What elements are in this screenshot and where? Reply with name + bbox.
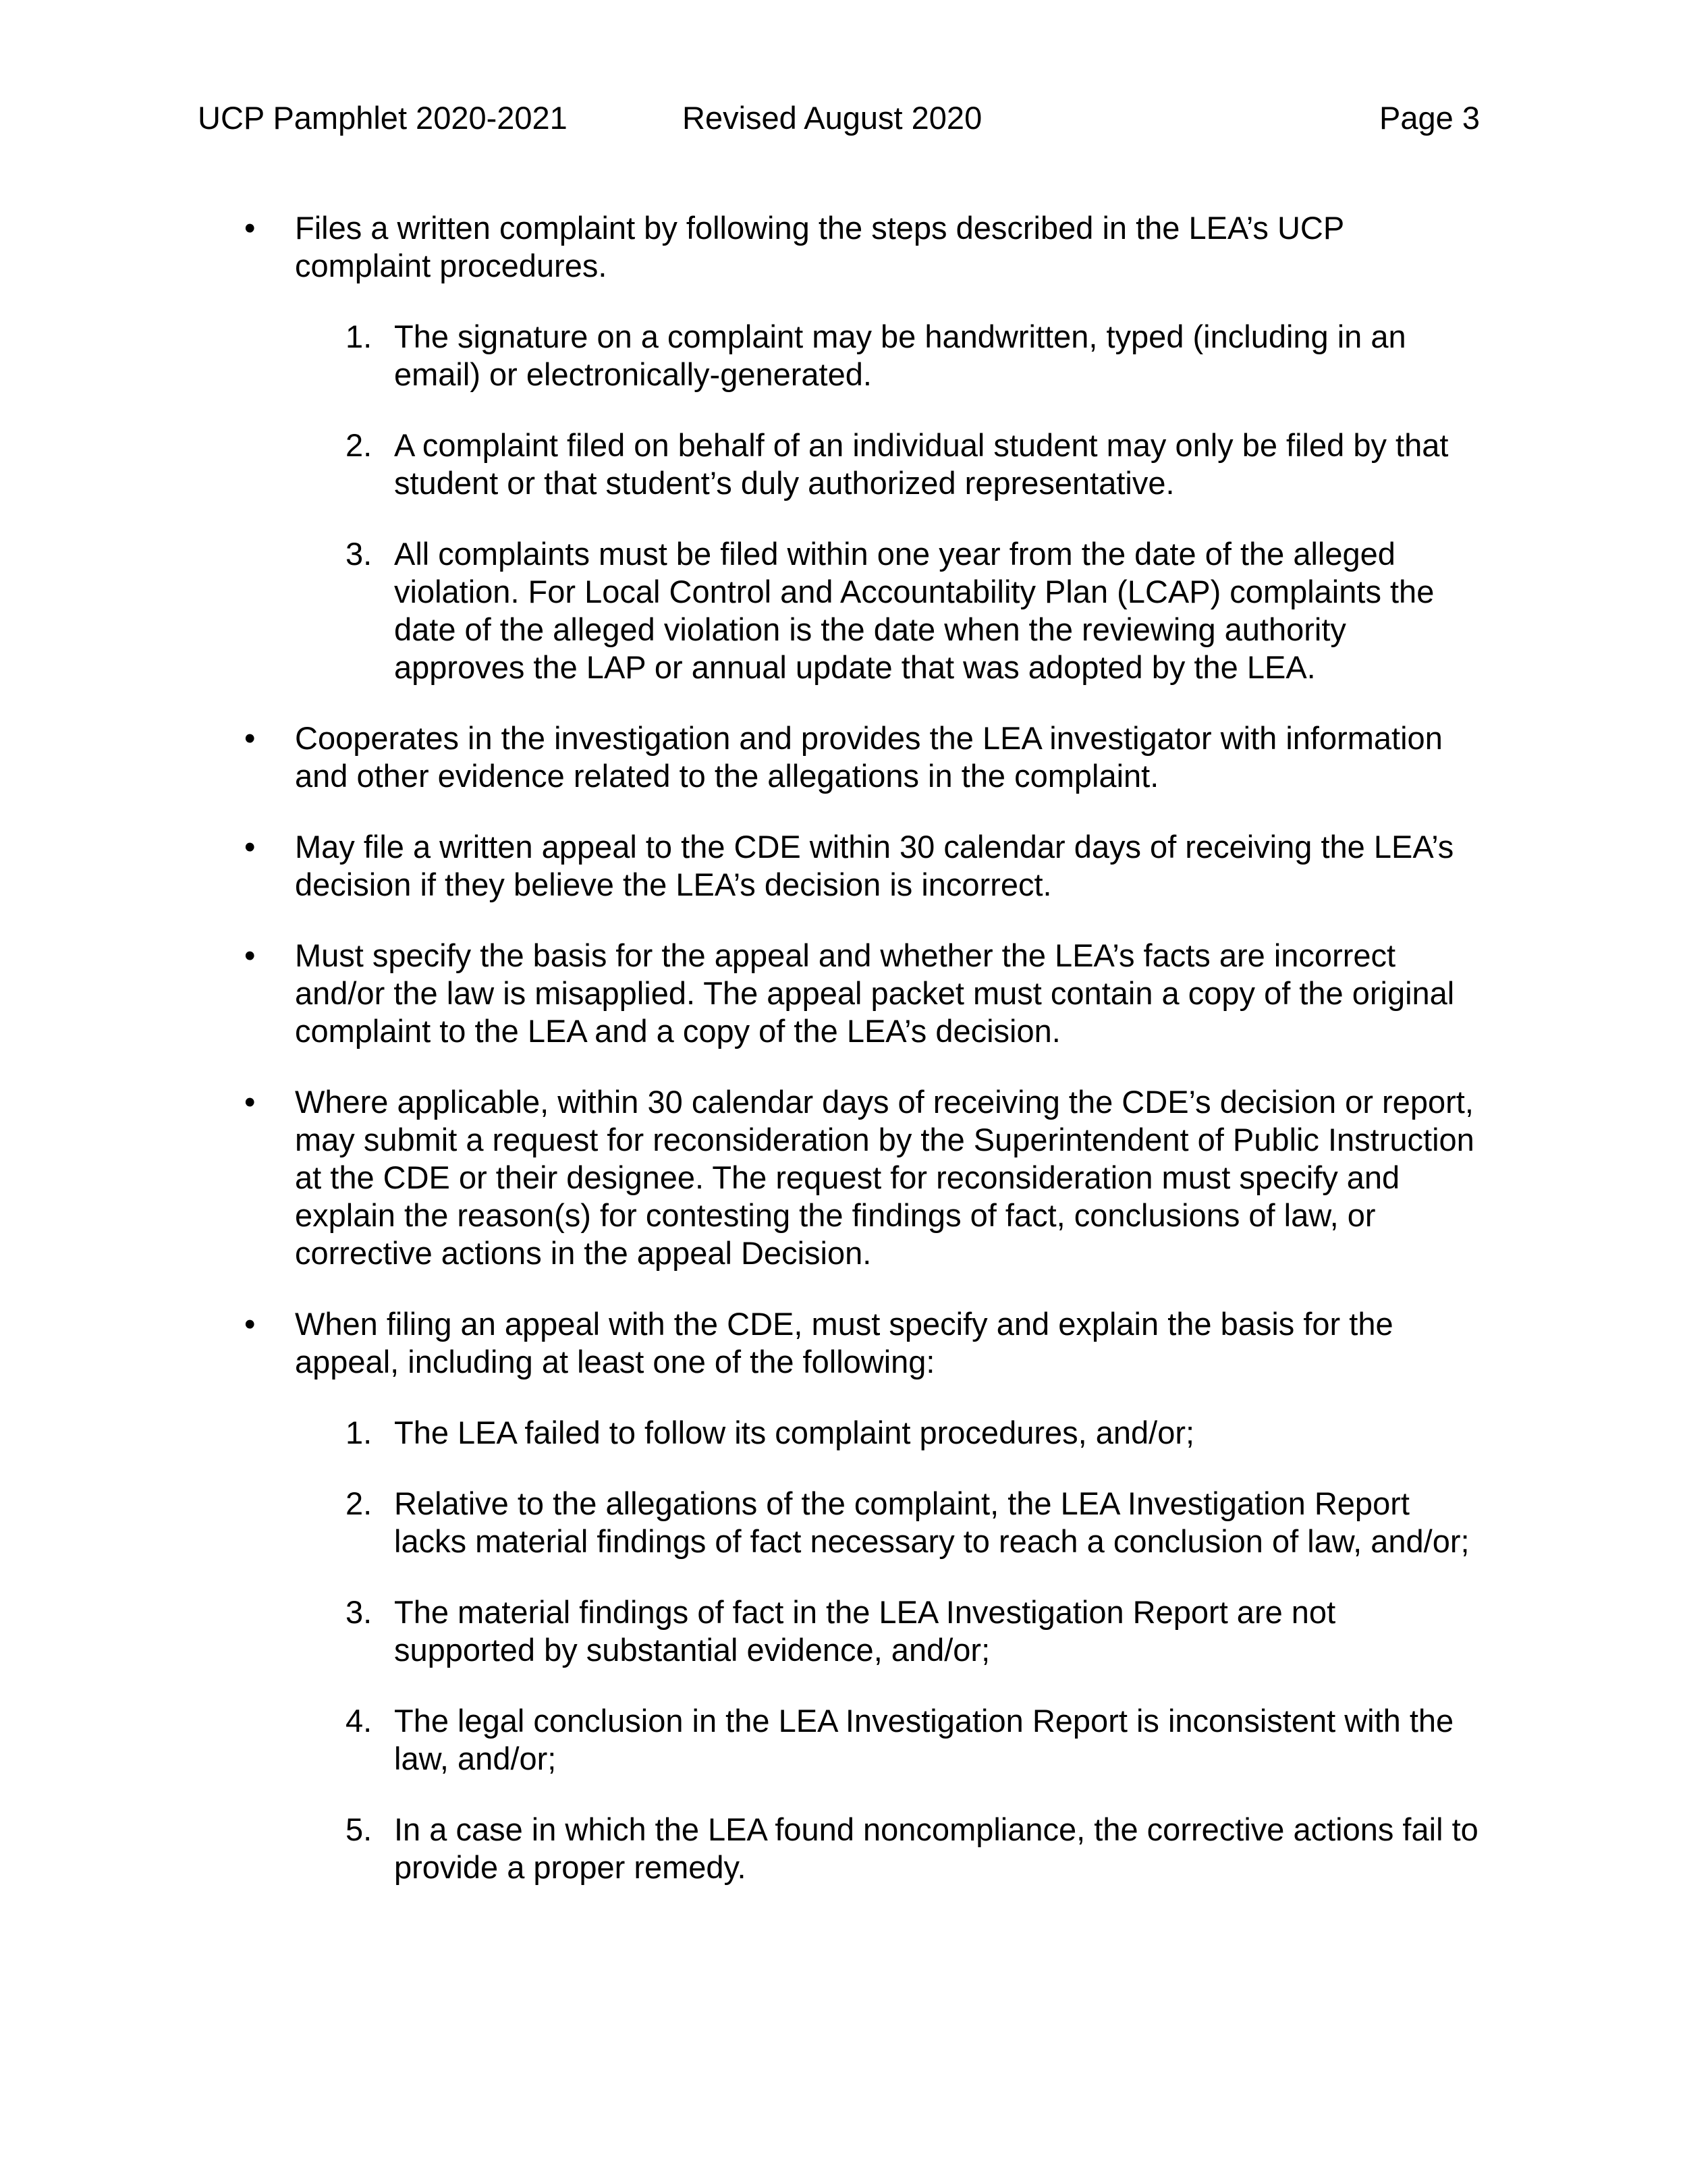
numbered-list	[295, 318, 1479, 686]
item-text: The signature on a complaint may be handwritten, typed (including in an email) or electronically-generated.	[394, 319, 1406, 392]
numbered-item	[295, 427, 1479, 502]
numbered-item	[295, 535, 1479, 686]
revision-date: Revised August 2020	[682, 100, 983, 136]
item-text: Relative to the allegations of the complaint, the LEA Investigation Report lacks material findings of fact necessary to reach a conclusion of law, and/or;	[394, 1485, 1470, 1559]
bullet-text: When filing an appeal with the CDE, must specify and explain the basis for the appeal, including at least one of the following:	[295, 1306, 1393, 1380]
bullet-item	[244, 937, 1479, 1050]
item-number: 5.	[345, 1811, 372, 1847]
bullet-text: Where applicable, within 30 calendar days of receiving the CDE’s decision or report, may submit a request for reconsideration by the Superintendent of Public Instruction at the CDE or their designee. The request for reconsideration must specify and explain the reason(s) for contesting the findings of fact, conclusions of law, or corrective actions in the appeal Decision.	[295, 1084, 1474, 1271]
item-number: 3.	[345, 536, 372, 572]
item-text: All complaints must be filed within one year from the date of the alleged violation. For Local Control and Accountability Plan (LCAP) complaints the date of the alleged violation is the date when the reviewing authority approves the LAP or annual update that was adopted by the LEA.	[394, 536, 1435, 685]
item-text: A complaint filed on behalf of an individual student may only be filed by that student or that student’s duly authorized representative.	[394, 427, 1449, 501]
bullet-marker: •	[244, 937, 256, 973]
bullet-item	[244, 1305, 1479, 1886]
bullet-item	[244, 209, 1479, 686]
item-number: 2.	[345, 1485, 372, 1521]
item-number: 2.	[345, 427, 372, 463]
numbered-item	[295, 1485, 1479, 1560]
bullet-item	[244, 719, 1479, 795]
bullet-marker: •	[244, 720, 256, 756]
item-number: 1.	[345, 1415, 372, 1450]
item-text: The legal conclusion in the LEA Investigation Report is inconsistent with the law, and/or;	[394, 1703, 1454, 1776]
bullet-text: Must specify the basis for the appeal and whether the LEA’s facts are incorrect and/or the law is misapplied. The appeal packet must contain a copy of the original complaint to the LEA and a copy of the LEA’s decision.	[295, 937, 1455, 1049]
numbered-item	[295, 1811, 1479, 1886]
bullet-marker: •	[244, 210, 256, 246]
numbered-item	[295, 318, 1479, 393]
page-header	[198, 94, 1480, 142]
bullet-marker: •	[244, 829, 256, 865]
item-number: 3.	[345, 1594, 372, 1630]
bullet-text: May file a written appeal to the CDE within 30 calendar days of receiving the LEA’s decision if they believe the LEA’s decision is incorrect.	[295, 829, 1454, 902]
document-body	[244, 209, 1479, 1919]
page-number: Page 3	[1379, 100, 1480, 136]
bullet-text: Files a written complaint by following the steps described in the LEA’s UCP complaint procedures.	[295, 210, 1344, 283]
bullet-marker: •	[244, 1306, 256, 1342]
document-title: UCP Pamphlet 2020-2021	[198, 100, 568, 136]
bullet-marker: •	[244, 1084, 256, 1120]
bullet-item	[244, 1083, 1479, 1272]
numbered-item	[295, 1702, 1479, 1778]
bullet-item	[244, 828, 1479, 904]
bullet-text: Cooperates in the investigation and provides the LEA investigator with information and other evidence related to the allegations in the complaint.	[295, 720, 1443, 794]
item-text: The material findings of fact in the LEA Investigation Report are not supported by substantial evidence, and/or;	[394, 1594, 1336, 1668]
item-number: 4.	[345, 1703, 372, 1739]
numbered-item	[295, 1593, 1479, 1669]
numbered-list	[295, 1414, 1479, 1886]
item-number: 1.	[345, 319, 372, 354]
numbered-item	[295, 1414, 1479, 1452]
item-text: The LEA failed to follow its complaint procedures, and/or;	[394, 1415, 1195, 1450]
item-text: In a case in which the LEA found noncompliance, the corrective actions fail to provide a proper remedy.	[394, 1811, 1478, 1885]
